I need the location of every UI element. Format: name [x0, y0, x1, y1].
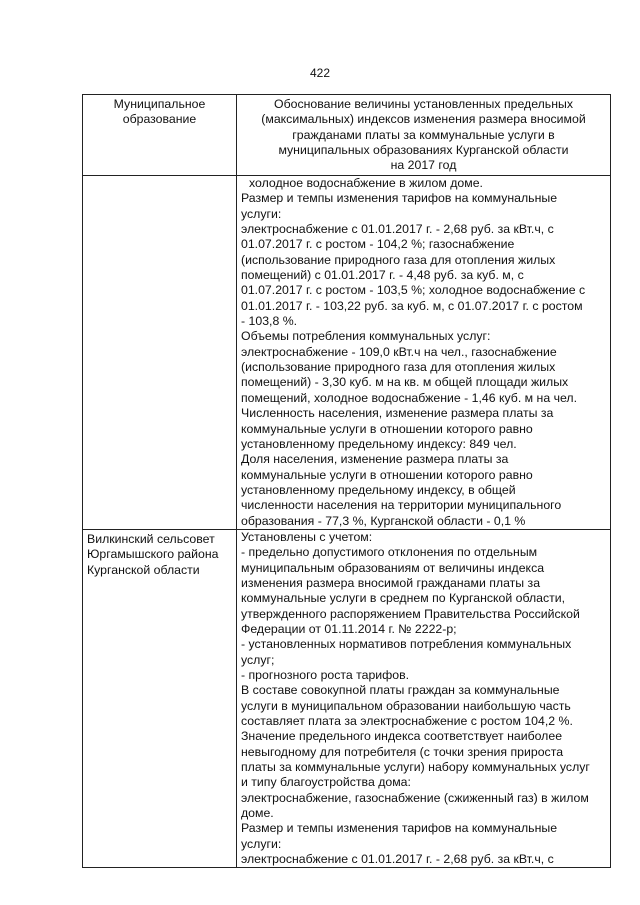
municipality-name-line: Юргамышского района	[87, 547, 219, 562]
text-line: (использование природного газа для отопления жилых	[241, 360, 556, 375]
text-line: (использование природного газа для отопления жилых	[241, 252, 556, 267]
table-row	[83, 529, 611, 868]
text-line: холодное водоснабжение в жилом доме.	[249, 176, 483, 190]
text-line: Численность населения, изменение размера платы за	[241, 406, 554, 421]
tariff-justification-table	[82, 94, 611, 868]
text-line: и типу благоустройства дома:	[241, 775, 411, 790]
text-line: муниципальным образованиям от величины индекса	[241, 560, 545, 575]
text-line: электроснабжение - 109,0 кВт.ч на чел., газоснабжение	[241, 344, 557, 359]
header-line: на 2017 год	[390, 158, 457, 173]
header-line: Муниципальное	[113, 97, 206, 111]
municipality-cell	[83, 529, 237, 868]
header-justification	[237, 95, 611, 176]
text-line: Установлены с учетом:	[241, 529, 373, 544]
text-line: коммунальные услуги в отношении которого равно	[241, 467, 533, 482]
text-line: 01.07.2017 г. с ростом - 103,5 %; холодное водоснабжение с	[241, 283, 586, 298]
text-line: образования - 77,3 %, Курганской области - 0,1 %	[241, 513, 526, 528]
table-header-row	[83, 95, 611, 176]
text-line: В составе совокупной платы граждан за коммунальные	[241, 683, 560, 698]
text-line: Размер и темпы изменения тарифов на коммунальные	[241, 191, 558, 206]
text-line: электроснабжение с 01.01.2017 г. - 2,68 руб. за кВт.ч, с	[241, 852, 554, 867]
text-line: помещений) - 3,30 куб. м на кв. м общей площади жилых	[241, 375, 569, 390]
text-line: - установленных нормативов потребления коммунальных	[241, 637, 572, 652]
text-line: платы за коммунальные услуги) набору коммунальных услуг	[241, 760, 590, 775]
text-line: помещений) с 01.01.2017 г. - 4,48 руб. за куб. м, с	[241, 268, 524, 283]
municipality-cell	[83, 176, 237, 530]
text-line: - предельно допустимого отклонения по отдельным	[241, 545, 538, 560]
text-line: помещений, холодное водоснабжение - 1,46 куб. м на чел.	[241, 390, 578, 405]
header-line: Обоснование величины установленных предельных	[274, 97, 573, 111]
justification-cell	[237, 529, 611, 868]
text-line: Доля населения, изменение размера платы за	[241, 452, 509, 467]
text-line: Федерации от 01.11.2014 г. № 2222-р;	[241, 621, 457, 636]
text-line: 01.01.2017 г. - 103,22 руб. за куб. м, с 01.07.2017 г. с ростом	[241, 298, 583, 313]
text-line: 01.07.2017 г. с ростом - 104,2 %; газоснабжение	[241, 237, 515, 252]
municipality-name-line: Курганской области	[87, 562, 200, 577]
header-line: (максимальных) индексов изменения размера вносимой	[261, 112, 586, 127]
text-line: электроснабжение, газоснабжение (сжиженный газ) в жилом	[241, 790, 589, 805]
justification-cell	[237, 176, 611, 530]
text-line: невыгодному для потребителя (с точки зрения прироста	[241, 744, 564, 759]
page-number: 422	[309, 66, 331, 80]
text-line: изменения размера вносимой гражданами платы за	[241, 575, 541, 590]
text-line: Значение предельного индекса соответствует наиболее	[241, 729, 563, 744]
text-line: коммунальные услуги в отношении которого равно	[241, 421, 533, 436]
text-line: - 103,8 %.	[241, 314, 298, 329]
text-line: доме.	[241, 806, 274, 821]
text-line: численности населения на территории муниципального	[241, 498, 562, 513]
text-line: - прогнозного роста тарифов.	[241, 668, 410, 682]
text-line: услуг;	[241, 652, 275, 667]
header-line: муниципальных образованиях Курганской области	[278, 143, 569, 158]
header-line: образование	[122, 112, 197, 127]
header-line: гражданами платы за коммунальные услуги в	[292, 127, 555, 142]
text-line: электроснабжение с 01.01.2017 г. - 2,68 руб. за кВт.ч, с	[241, 222, 554, 237]
text-line: утвержденного распоряжением Правительства Российской	[241, 606, 580, 621]
text-line: услуги:	[241, 206, 282, 221]
municipality-name-line: Вилкинский сельсовет	[87, 531, 215, 546]
text-line: услуги:	[241, 836, 282, 851]
text-line: услуги в муниципальном образовании наибольшую часть	[241, 698, 571, 713]
text-line: Объемы потребления коммунальных услуг:	[241, 329, 491, 344]
table-row	[83, 176, 611, 530]
text-line: установленному предельному индексу, в общей	[241, 482, 516, 497]
text-line: коммунальные услуги в среднем по Курганской области,	[241, 591, 566, 606]
text-line: Размер и темпы изменения тарифов на коммунальные	[241, 821, 558, 836]
text-line: установленному предельному индексу: 849 чел.	[241, 436, 517, 451]
header-municipality	[83, 95, 237, 176]
text-line: составляет плата за электроснабжение с ростом 104,2 %.	[241, 714, 573, 729]
